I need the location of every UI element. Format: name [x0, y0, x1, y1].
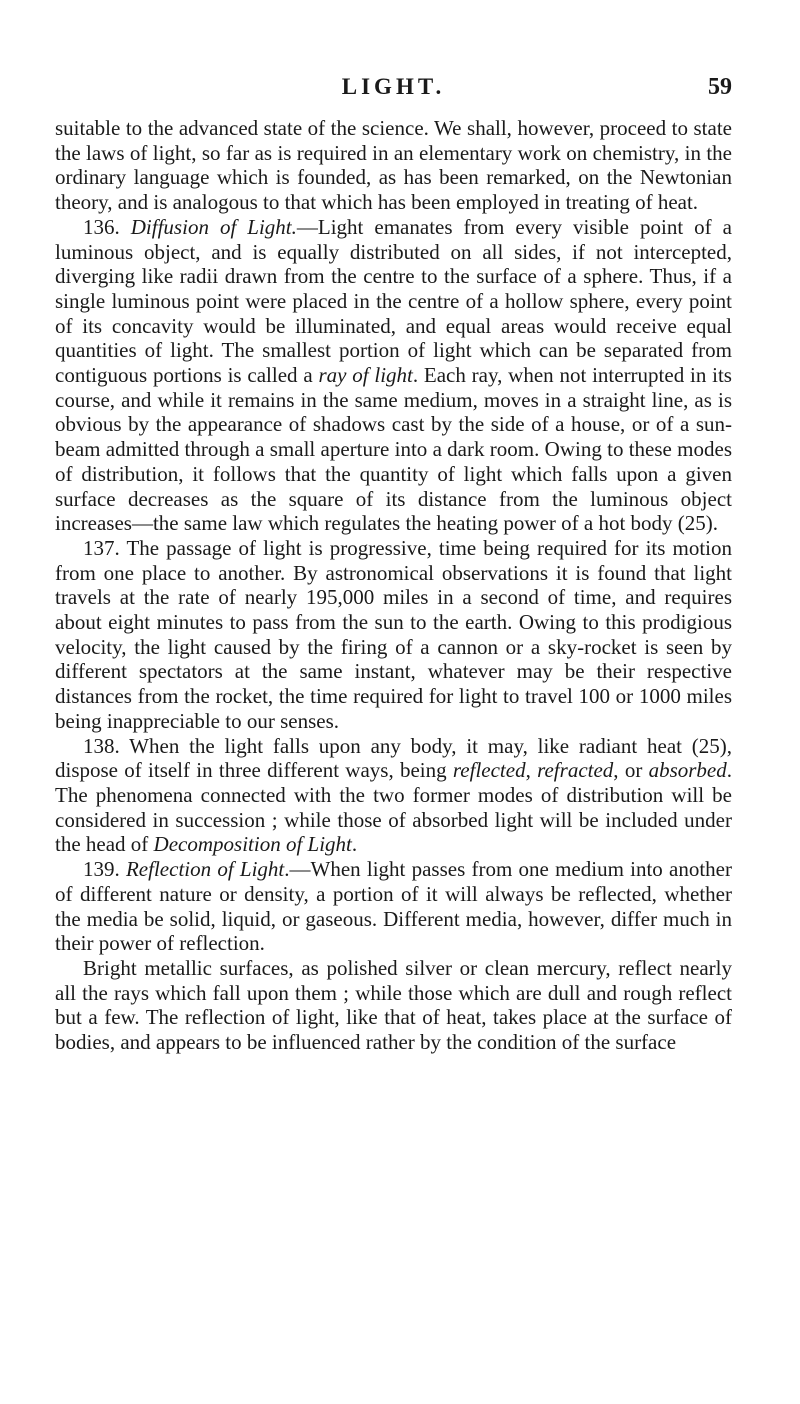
section-number: 138. — [83, 733, 130, 758]
term-absorbed: absorbed — [648, 758, 727, 783]
paragraph-text-continued: . Each ray, when not interrupted in its course, and while it remains in the same medium, moves in a straight line, as is obvious by the appearance of shadows cast by the side of a house, or of a sun-beam admitted through a small aperture into a dark room. Owing to these modes of distribution, it follows that the quantity of light which falls upon a given surface decreases as the square of its distance from the luminous object increases—the same law which regulates the heating power of a hot body (25). — [55, 363, 732, 536]
paragraph-text: When the light falls upon any body, it may, like radiant heat (25), dispose of itself in three different ways, being — [55, 733, 732, 783]
paragraph-text: The passage of light is progressive, time being required for its motion from one place to another. By astronomical observations it is found that light travels at the rate of nearly 195,000 miles in a second of time, and requires about eight minutes to pass from the sun to the earth. Owing to this prodigious velocity, the light caused by the firing of a cannon or a sky-rocket is seen by different spectators at the same instant, whatever may be their respective distances from the rocket, the time required for light to travel 100 or 1000 miles being inappreciable to our senses. — [55, 535, 733, 733]
paragraph-text: suitable to the advanced state of the science. We shall, however, proceed to state the laws of light, so far as is required in an elementary work on chemistry, in the ordinary language which is founded, as has been remarked, on the Newtonian theory, and is analogous to that which has been employed in treating of heat. — [55, 116, 732, 215]
body-text — [55, 116, 732, 1055]
paragraph-continued — [55, 116, 732, 215]
paragraph-reflection-continued — [55, 956, 732, 1055]
separator: , or — [613, 758, 649, 783]
paragraph-138 — [55, 734, 732, 858]
paragraph-text: .—When light passes from one medium into another of different nature or density, a portion of it will always be reflected, whether the media be solid, liquid, or gaseous. Different media, however, differ much in their power of reflection. — [55, 857, 732, 956]
running-title: LIGHT. — [341, 74, 446, 99]
term-refracted: refracted — [537, 758, 614, 783]
paragraph-end: . — [351, 832, 358, 857]
section-heading: Reflection of Light — [125, 857, 285, 882]
separator: , — [525, 758, 538, 783]
paragraph-text: —Light emanates from every visible point of a luminous object, and is equally distributed on all sides, if not intercepted, diverging like radii drawn from the centre to the surface of a sphere. Thus, if a single luminous point were placed in the centre of a hollow sphere, every point of its concavity would be illuminated, and equal areas would receive equal quantities of light. The smallest portion of light which can be separated from contiguous portions is called a — [55, 214, 733, 388]
paragraph-text: Bright metallic surfaces, as polished silver or clean mercury, reflect nearly all the rays which fall upon them ; while those which are dull and rough reflect but a few. The reflection of light, like that of heat, takes place at the surface of bodies, and appears to be influenced rather by the condition of the surface — [55, 955, 732, 1055]
section-number: 137. — [83, 535, 127, 560]
cross-reference-heading: Decomposition of Light — [153, 832, 352, 857]
defined-term: ray of light — [318, 363, 413, 388]
paragraph-136 — [55, 215, 732, 536]
paragraph-139 — [55, 857, 732, 956]
running-head — [55, 74, 732, 104]
paragraph-137 — [55, 536, 732, 734]
term-reflected: reflected — [452, 758, 526, 783]
section-number: 136. — [83, 214, 131, 239]
paragraph-text-continued: . The phenomena connected with the two former modes of distribution will be considered in succession ; while those of absorbed light will be included under the head of — [55, 758, 732, 857]
section-number: 139. — [83, 857, 126, 882]
section-heading: Diffusion of Light. — [130, 214, 297, 239]
page-number: 59 — [708, 74, 732, 100]
